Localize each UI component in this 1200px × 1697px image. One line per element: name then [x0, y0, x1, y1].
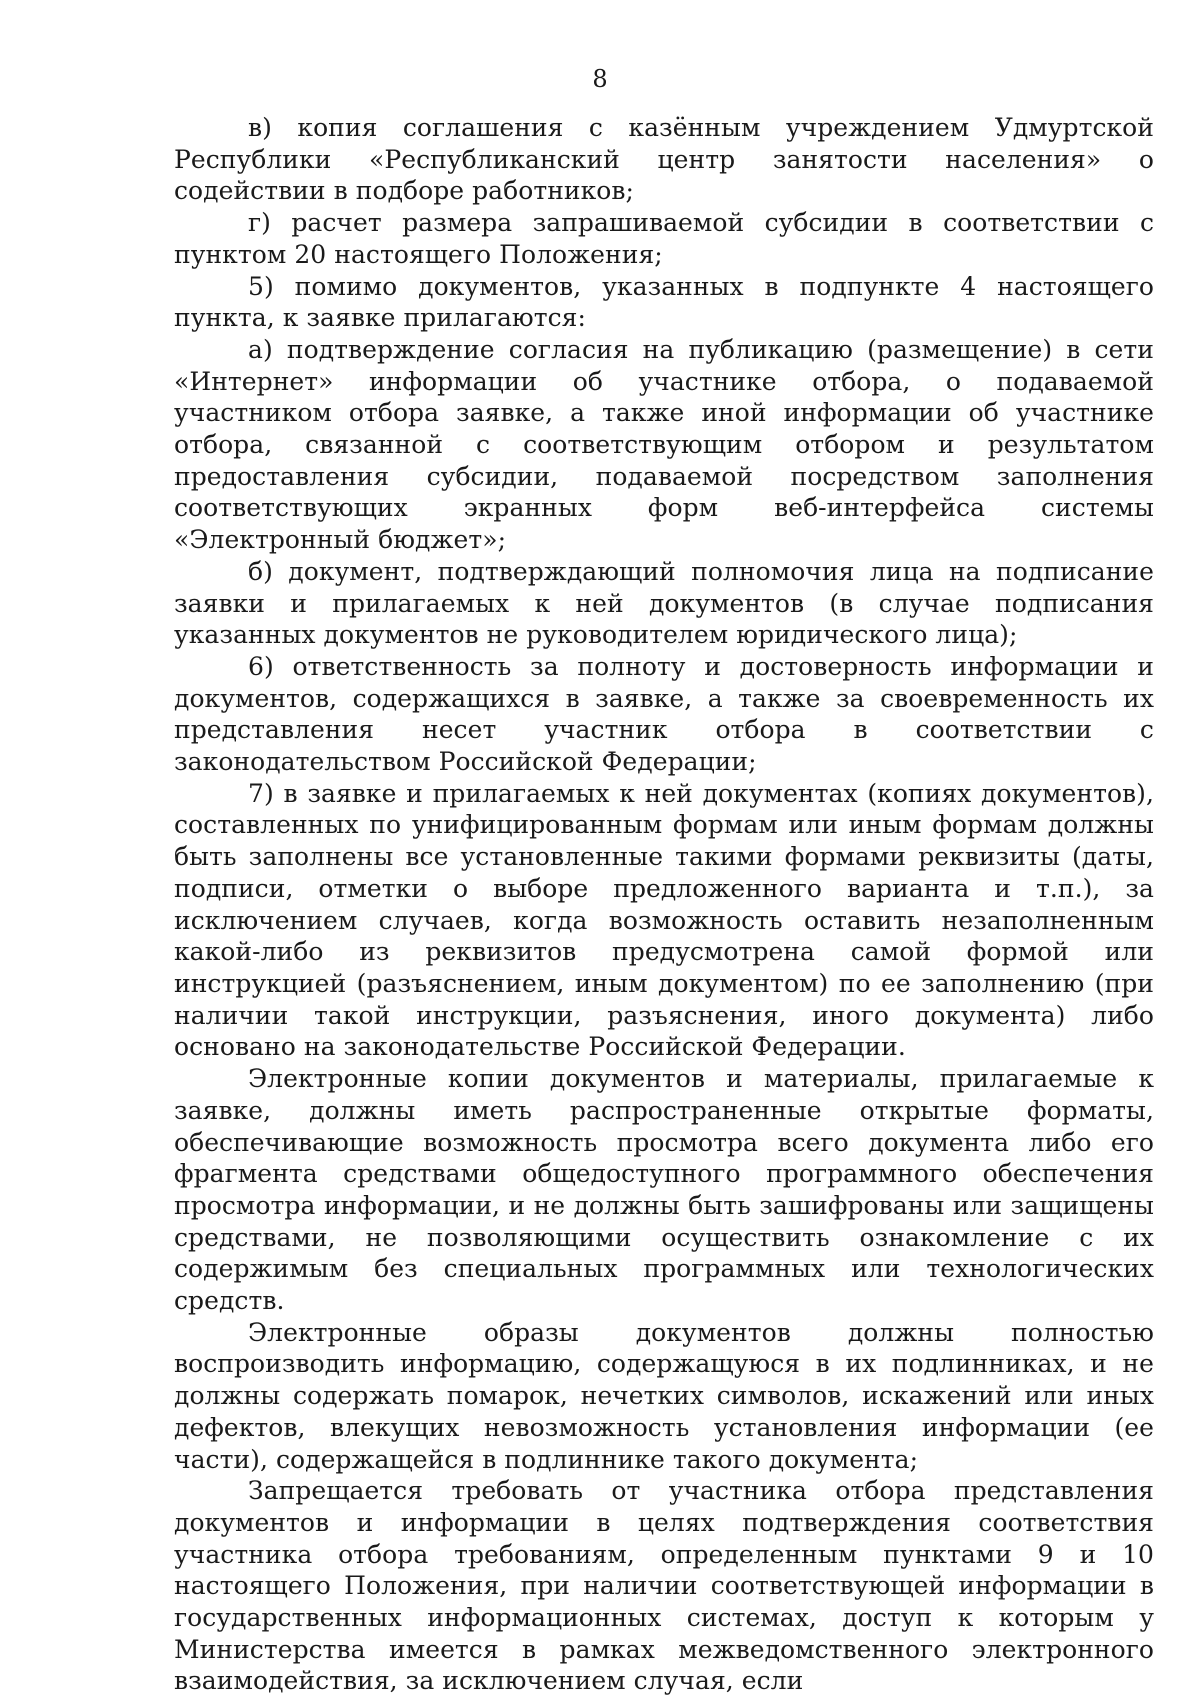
paragraph-6-responsibility: 6) ответственность за полноту и достоверность информации и документов, содержащихся в заявке, а также за своевременность их представления несет участник отбора в соответствии с законодательством Российской Федерации;	[174, 651, 1154, 777]
paragraph-electronic-images: Электронные образы документов должны полностью воспроизводить информацию, содержащуюся в их подлинниках, и не должны содержать помарок, нечетких символов, искажений или иных дефектов, влекущих невозможность установления информации (ее части), содержащейся в подлиннике такого документа;	[174, 1317, 1154, 1474]
paragraph-g-subsidy-calculation: г) расчет размера запрашиваемой субсидии в соответствии с пунктом 20 настоящего Положения;	[174, 208, 1154, 269]
page-number: 8	[592, 65, 608, 93]
paragraph-electronic-copies-formats: Электронные копии документов и материалы, прилагаемые к заявке, должны иметь распространенные открытые форматы, обеспечивающие возможность просмотра всего документа либо его фрагмента средствами общедоступного программного обеспечения просмотра информации, и не должны быть зашифрованы или защищены средствами, не позволяющими осуществить ознакомление с их содержимым без специальных программных или технологических средств.	[174, 1064, 1154, 1316]
paragraph-5-additional-documents: 5) помимо документов, указанных в подпункте 4 настоящего пункта, к заявке прилагаются:	[174, 271, 1154, 333]
paragraph-prohibition: Запрещается требовать от участника отбора представления документов и информации в целях подтверждения соответствия участника отбора требованиям, определенным пунктами 9 и 10 настоящего Положения, при наличии соответствующей информации в государственных информационных системах, доступ к которым у Министерства имеется в рамках межведомственного электронного взаимодействия, за исключением случая, если	[174, 1476, 1154, 1696]
paragraph-b-authority-document: б) документ, подтверждающий полномочия лица на подписание заявки и прилагаемых к ней документов (в случае подписания указанных документов не руководителем юридического лица);	[174, 556, 1154, 650]
document-body	[174, 112, 1154, 1697]
paragraph-v-agreement-copy: в) копия соглашения с казённым учреждением Удмуртской Республики «Республиканский центр занятости населения» о содействии в подборе работников;	[174, 113, 1154, 206]
paragraph-a-publication-consent: а) подтверждение согласия на публикацию (размещение) в сети «Интернет» информации об участнике отбора, о подаваемой участником отбора заявке, а также иной информации об участнике отбора, связанной с соответствующим отбором и результатом предоставления субсидии, подаваемой посредством заполнения соответствующих экранных форм веб-интерфейса системы «Электронный бюджет»;	[174, 334, 1154, 555]
paragraph-7-form-requisites: 7) в заявке и прилагаемых к ней документах (копиях документов), составленных по унифицированным формам или иным формам должны быть заполнены все установленные такими формами реквизиты (даты, подписи, отметки о выборе предложенного варианта и т.п.), за исключением случаев, когда возможность оставить незаполненным какой-либо из реквизитов предусмотрена самой формой или инструкцией (разъяснением, иным документом) по ее заполнению (при наличии такой инструкции, разъяснения, иного документа) либо основано на законодательстве Российской Федерации.	[174, 778, 1154, 1062]
